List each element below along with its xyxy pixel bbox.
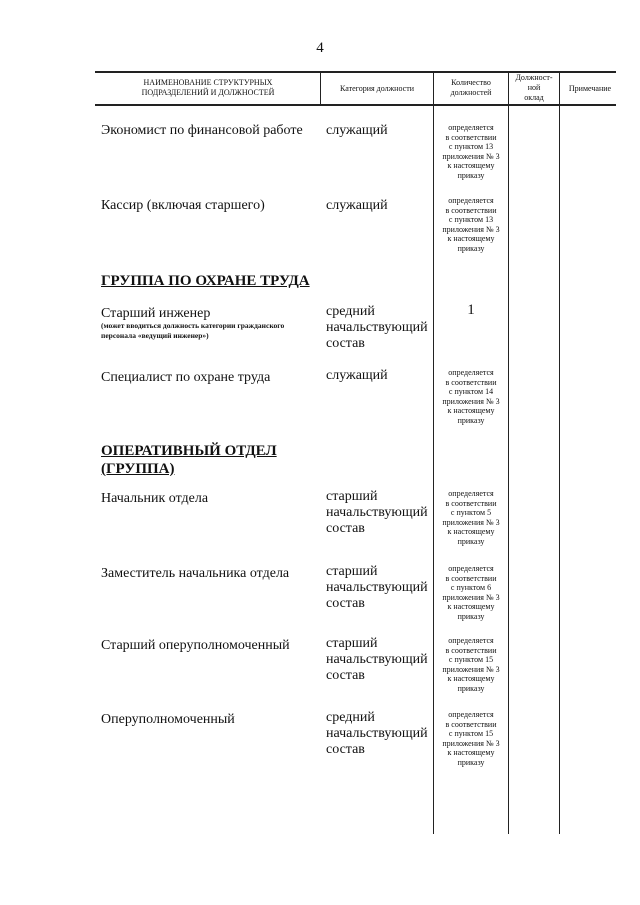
position-category: старший начальствующий состав — [326, 564, 428, 611]
position-category: старший начальствующий состав — [326, 489, 428, 536]
position-note: (может вводиться должность категории гражданского персонала «ведущий инженер») — [101, 321, 285, 340]
position-quantity: определяется в соответствии с пунктом 13 приложения № 3 к настоящему приказу — [442, 123, 500, 180]
position-category: средний начальствующий состав — [326, 304, 428, 351]
position-name: Старший инженер — [101, 306, 211, 321]
header-col-quantity: Количество должностей — [450, 78, 492, 97]
position-category: средний начальствующий состав — [326, 710, 428, 757]
header-col-salary: Должност- ной оклад — [515, 73, 553, 102]
position-quantity: определяется в соответствии с пунктом 5 приложения № 3 к настоящему приказу — [442, 489, 500, 546]
section-heading-operative: ОПЕРАТИВНЫЙ ОТДЕЛ (ГРУППА) — [101, 443, 277, 477]
position-category: служащий — [326, 123, 388, 138]
position-quantity: определяется в соответствии с пунктом 14 приложения № 3 к настоящему приказу — [442, 368, 500, 425]
col-divider-1 — [320, 72, 321, 106]
position-quantity: определяется в соответствии с пунктом 6 приложения № 3 к настоящему приказу — [442, 564, 500, 621]
header-bottom-border — [95, 104, 616, 106]
position-category: старший начальствующий состав — [326, 636, 428, 683]
position-quantity-number: 1 — [467, 302, 475, 318]
position-quantity: определяется в соответствии с пунктом 13 приложения № 3 к настоящему приказу — [442, 196, 500, 253]
header-col-name: НАИМЕНОВАНИЕ СТРУКТУРНЫХ ПОДРАЗДЕЛЕНИЙ И ДОЛЖНОСТЕЙ — [141, 78, 275, 97]
position-name: Специалист по охране труда — [101, 370, 271, 385]
page-number: 4 — [316, 40, 324, 56]
header-col-category: Категория должности — [340, 84, 414, 93]
position-name: Оперуполномоченный — [101, 712, 235, 727]
position-name: Кассир (включая старшего) — [101, 198, 265, 213]
section-heading-labor-safety: ГРУППА ПО ОХРАНЕ ТРУДА — [101, 273, 310, 289]
header-col-note: Примечание — [568, 84, 612, 93]
position-name: Начальник отдела — [101, 491, 209, 506]
position-quantity: определяется в соответствии с пунктом 15 приложения № 3 к настоящему приказу — [442, 710, 500, 767]
position-name: Старший оперуполномоченный — [101, 638, 290, 653]
position-quantity: определяется в соответствии с пунктом 15 приложения № 3 к настоящему приказу — [442, 636, 500, 693]
col-divider-4 — [559, 72, 560, 834]
position-name: Экономист по финансовой работе — [101, 123, 303, 138]
position-category: служащий — [326, 368, 388, 383]
position-category: служащий — [326, 198, 388, 213]
col-divider-3 — [508, 72, 509, 834]
position-name: Заместитель начальника отдела — [101, 566, 290, 581]
